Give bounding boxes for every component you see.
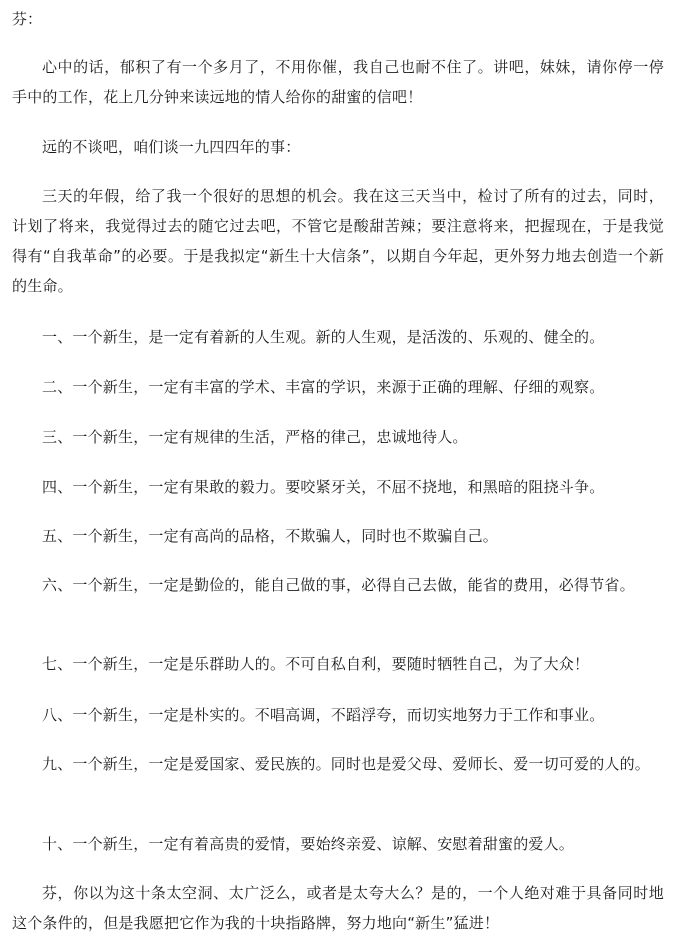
paragraph-closing: 芬，你以为这十条太空洞、太广泛么，或者是太夸大么？是的，一个人绝对难于具备同时地这个条件的，但是我愿把它作为我的十块指路牌，努力地向“新生”猛进！: [12, 884, 664, 932]
creed-item-2: 二、一个新生，一定有丰富的学术、丰富的学识，来源于正确的理解、仔细的观察。: [42, 378, 605, 396]
creed-item-7: 七、一个新生，一定是乐群助人的。不可自私自利，要随时牺牲自己，为了大众！: [42, 655, 590, 673]
creed-item-1: 一、一个新生，是一定有着新的人生观。新的人生观，是活泼的、乐观的、健全的。: [42, 328, 605, 346]
creed-item-10: 十、一个新生，一定有着高贵的爱情，要始终亲爱、谅解、安慰着甜蜜的爱人。: [42, 835, 575, 853]
paragraph-topic: 远的不谈吧，咱们谈一九四四年的事：: [42, 138, 301, 156]
creed-item-5: 五、一个新生，一定有高尚的品格，不欺骗人，同时也不欺骗自己。: [42, 527, 499, 545]
creed-item-6: 六、一个新生，一定是勤俭的，能自己做的事，必得自己去做，能省的费用，必得节省。: [42, 576, 635, 594]
salutation: 芬：: [12, 10, 43, 28]
creed-item-9: 九、一个新生，一定是爱国家、爱民族的。同时也是爱父母、爱师长、爱一切可爱的人的。: [42, 755, 651, 773]
paragraph-intro: 心中的话，郁积了有一个多月了，不用你催，我自己也耐不住了。讲吧，妹妹，请你停一停手中的工作，花上几分钟来读远地的情人给你的甜蜜的信吧！: [12, 58, 664, 106]
creed-item-3: 三、一个新生，一定有规律的生活，严格的律己，忠诚地待人。: [42, 428, 468, 446]
creed-item-4: 四、一个新生，一定有果敢的毅力。要咬紧牙关，不屈不挠地，和黑暗的阻挠斗争。: [42, 478, 605, 496]
paragraph-reflection: 三天的年假，给了我一个很好的思想的机会。我在这三天当中，检讨了所有的过去，同时，计划了将来，我觉得过去的随它过去吧，不管它是酸甜苦辣；要注意将来，把握现在，于是我觉得有“自我革命”的必要。于是我拟定“新生十大信条”，以期自今年起，更外努力地去创造一个新的生命。: [12, 187, 664, 295]
creed-item-8: 八、一个新生，一定是朴实的。不唱高调，不蹈浮夸，而切实地努力于工作和事业。: [42, 706, 605, 724]
